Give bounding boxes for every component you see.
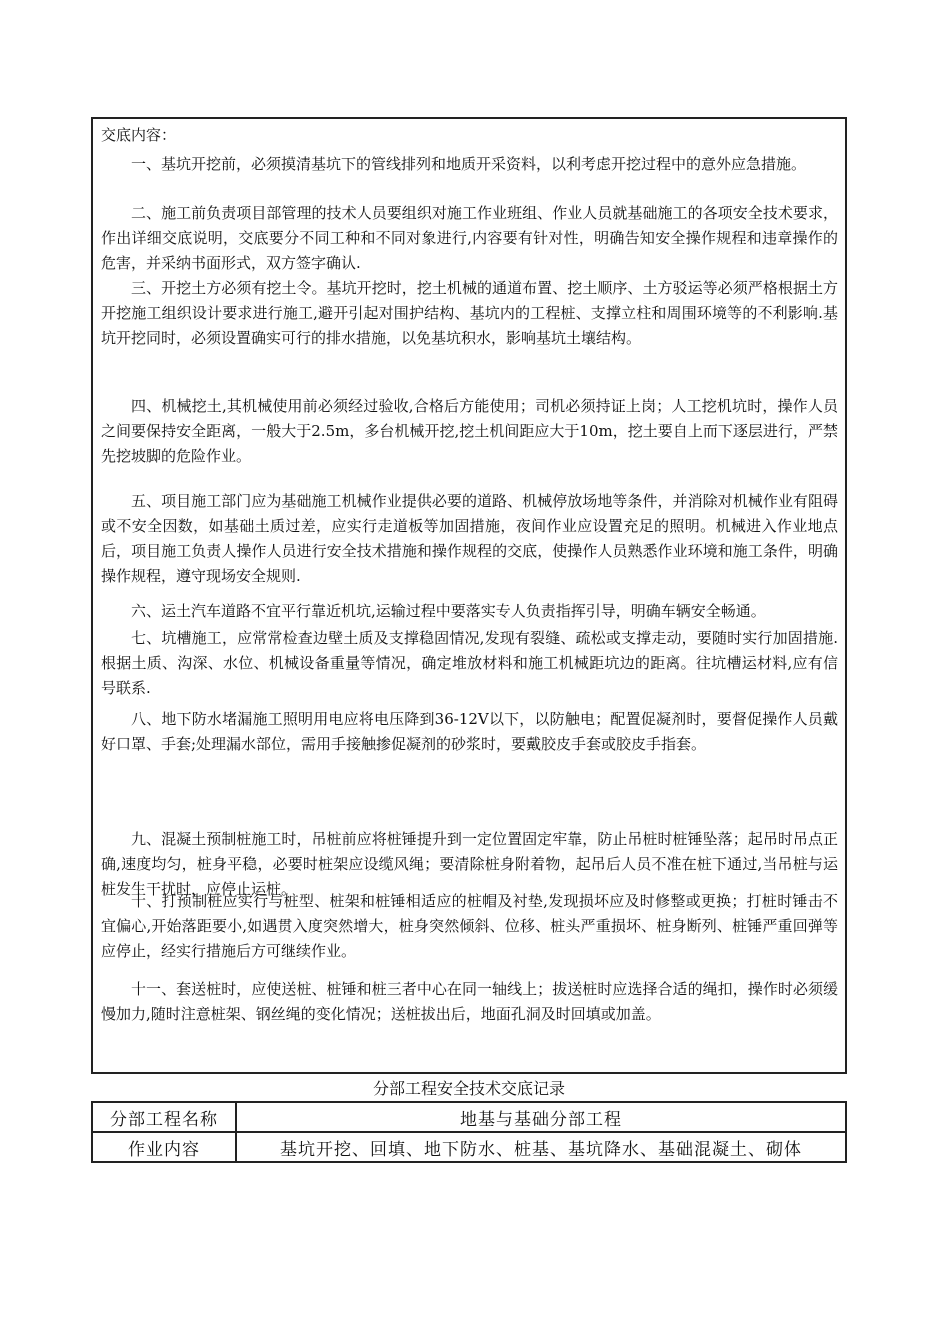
paragraph-9: 九、混凝土预制桩施工时，吊桩前应将桩锤提升到一定位置固定牢靠，防止吊桩时桩锤坠落；起吊时吊点正确,速度均匀，桩身平稳，必要时桩架应设缆风绳；要清除桩身附着物，起吊后人员不准在桩下通过,当吊桩与运桩发生干扰时，应停止运桩。	[101, 830, 838, 898]
paragraph-3: 三、开挖土方必须有挖土令。基坑开挖时，挖土机械的通道布置、挖土顺序、土方驳运等必须严格根据土方开挖施工组织设计要求进行施工,避开引起对围护结构、基坑内的工程桩、支撑立柱和周围环境等的不利影响.基坑开挖同时，必须设置确实可行的排水措施，以免基坑积水，影响基坑土壤结构。	[101, 279, 838, 347]
content-heading: 交底内容：	[101, 126, 177, 144]
project-name-value: 地基与基础分部工程	[236, 1102, 846, 1132]
paragraph-5: 五、项目施工部门应为基础施工机械作业提供必要的道路、机械停放场地等条件，并消除对机械作业有阻碍或不安全因数，如基础土质过差，应实行走道板等加固措施，夜间作业应设置充足的照明。机械进入作业地点后，项目施工负责人操作人员进行安全技术措施和操作规程的交底，使操作人员熟悉作业环境和施工条件，明确操作规程，遵守现场安全规则.	[101, 492, 838, 585]
record-title: 分部工程安全技术交底记录	[372, 1079, 565, 1098]
paragraph-7: 七、坑槽施工，应常常检查边壁土质及支撑稳固情况,发现有裂缝、疏松或支撑走动，要随时实行加固措施.根据土质、沟深、水位、机械设备重量等情况，确定堆放材料和施工机械距坑边的距离。往坑槽运材料,应有信号联系.	[101, 629, 838, 697]
paragraph-8: 八、地下防水堵漏施工照明用电应将电压降到36-12V以下，以防触电；配置促凝剂时，要督促操作人员戴好口罩、手套;处理漏水部位，需用手接触掺促凝剂的砂浆时，要戴胶皮手套或胶皮手指套。	[101, 710, 838, 753]
paragraph-2: 二、施工前负责项目部管理的技术人员要组织对施工作业班组、作业人员就基础施工的各项安全技术要求，作出详细交底说明，交底要分不同工种和不同对象进行,内容要有针对性，明确告知安全操作规程和违章操作的危害，并采纳书面形式，双方签字确认.	[101, 204, 838, 272]
table-row	[92, 1102, 846, 1132]
safety-briefing-content-box	[91, 117, 847, 1074]
paragraph-10: 十、打预制桩应实行与桩型、桩架和桩锤相适应的桩帽及衬垫,发现损坏应及时修整或更换；打桩时锤击不宜偏心,开始落距要小,如遇贯入度突然增大，桩身突然倾斜、位移、桩头严重损坏、桩身断列、桩锤严重回弹等应停止，经实行措施后方可继续作业。	[101, 892, 838, 960]
work-content-label: 作业内容	[92, 1132, 236, 1162]
project-info-table	[91, 1101, 847, 1163]
project-name-label: 分部工程名称	[92, 1102, 236, 1132]
paragraph-1: 一、基坑开挖前，必须摸清基坑下的管线排列和地质开采资料，以利考虑开挖过程中的意外应急措施。	[131, 155, 807, 173]
work-content-value: 基坑开挖、回填、地下防水、桩基、基坑降水、基础混凝土、砌体	[236, 1132, 846, 1162]
paragraph-6: 六、运土汽车道路不宜平行靠近机坑,运输过程中要落实专人负责指挥引导，明确车辆安全畅通。	[131, 602, 766, 620]
paragraph-4: 四、机械挖土,其机械使用前必须经过验收,合格后方能使用；司机必须持证上岗；人工挖机坑时，操作人员之间要保持安全距离，一般大于2.5m，多台机械开挖,挖土机间距应大于10m，挖土要自上而下逐层进行，严禁先挖坡脚的危险作业。	[101, 397, 838, 465]
table-row	[92, 1132, 846, 1162]
paragraph-11: 十一、套送桩时，应使送桩、桩锤和桩三者中心在同一轴线上；拔送桩时应选择合适的绳扣，操作时必须缓慢加力,随时注意桩架、钢丝绳的变化情况；送桩拔出后，地面孔洞及时回填或加盖。	[101, 980, 838, 1023]
